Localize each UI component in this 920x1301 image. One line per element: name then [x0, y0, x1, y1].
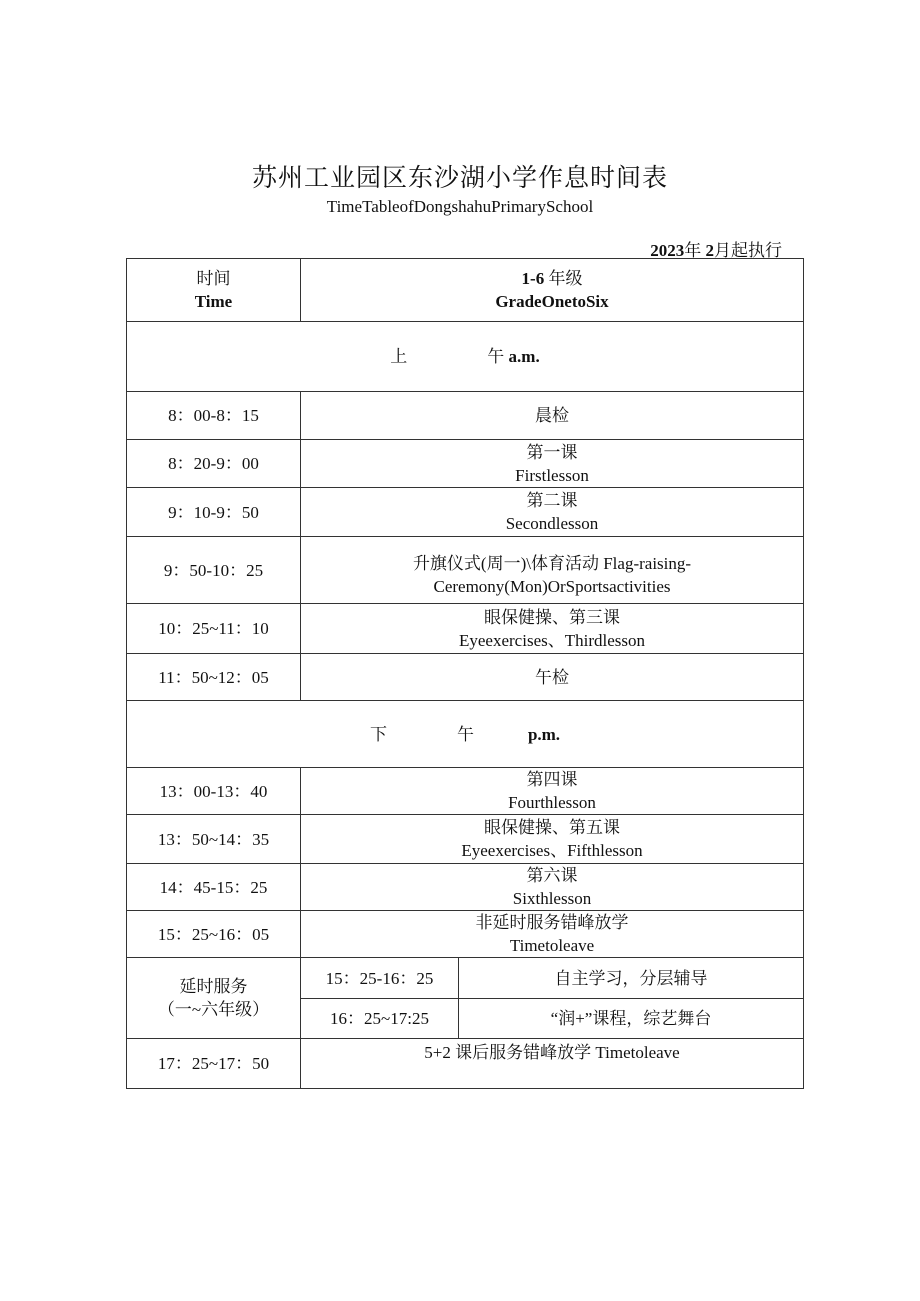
section-pm: [127, 701, 804, 768]
extended-slot1-time: 15：25-16：25: [301, 958, 459, 999]
extended-row-1: [127, 958, 804, 999]
table-row: [127, 654, 804, 701]
row-activity: 5+2 课后服务错峰放学 Timetoleave: [301, 1039, 804, 1089]
row-activity: 非延时服务错峰放学 Timetoleave: [301, 911, 804, 958]
row-activity: 第六课 Sixthlesson: [301, 864, 804, 911]
table-row: [127, 440, 804, 488]
row-activity: 午检: [301, 654, 804, 701]
timetable: [126, 258, 804, 1089]
row-activity: 第一课 Firstlesson: [301, 440, 804, 488]
row-activity: 升旗仪式(周一)\体育活动 Flag-raising- Ceremony(Mon)OrSportsactivities: [301, 537, 804, 604]
row-activity: 第四课 Fourthlesson: [301, 768, 804, 815]
table-row: [127, 537, 804, 604]
header-time: 时间 Time: [127, 259, 301, 322]
row-time: 10：25~11：10: [127, 604, 301, 654]
section-am-label: 上 午 a.m.: [127, 322, 804, 392]
table-row: [127, 392, 804, 440]
table-row: [127, 488, 804, 537]
row-time: 8：00-8：15: [127, 392, 301, 440]
row-time: 11：50~12：05: [127, 654, 301, 701]
row-time: 8：20-9：00: [127, 440, 301, 488]
table-row: [127, 864, 804, 911]
table-row: [127, 768, 804, 815]
table-row: [127, 911, 804, 958]
extended-label: 延时服务 （一~六年级）: [127, 958, 301, 1039]
row-activity: 第二课 Secondlesson: [301, 488, 804, 537]
table-row: [127, 1039, 804, 1089]
header-row: [127, 259, 804, 322]
row-activity: 眼保健操、第三课 Eyeexercises、Thirdlesson: [301, 604, 804, 654]
row-time: 13：00-13：40: [127, 768, 301, 815]
extended-slot2-text: “润+”课程，综艺舞台: [459, 999, 804, 1039]
extended-slot2-time: 16：25~17:25: [301, 999, 459, 1039]
row-activity: 眼保健操、第五课 Eyeexercises、Fifthlesson: [301, 815, 804, 864]
page-title: 苏州工业园区东沙湖小学作息时间表: [251, 165, 668, 192]
row-time: 17：25~17：50: [127, 1039, 301, 1089]
header-grade: 1-6 年级 GradeOnetoSix: [301, 259, 804, 322]
row-time: 13：50~14：35: [127, 815, 301, 864]
page-subtitle: TimeTableofDongshahuPrimarySchool: [326, 197, 594, 216]
extended-slot1-text: 自主学习，分层辅导: [459, 958, 804, 999]
table-row: [127, 604, 804, 654]
row-time: 9：10-9：50: [127, 488, 301, 537]
section-am: [127, 322, 804, 392]
table-row: [127, 815, 804, 864]
row-time: 14：45-15：25: [127, 864, 301, 911]
row-activity: 晨检: [301, 392, 804, 440]
section-pm-label: 下 午 p.m.: [127, 701, 804, 768]
row-time: 15：25~16：05: [127, 911, 301, 958]
row-time: 9：50-10：25: [127, 537, 301, 604]
effective-date: 2023年 2月起执行: [650, 241, 782, 260]
